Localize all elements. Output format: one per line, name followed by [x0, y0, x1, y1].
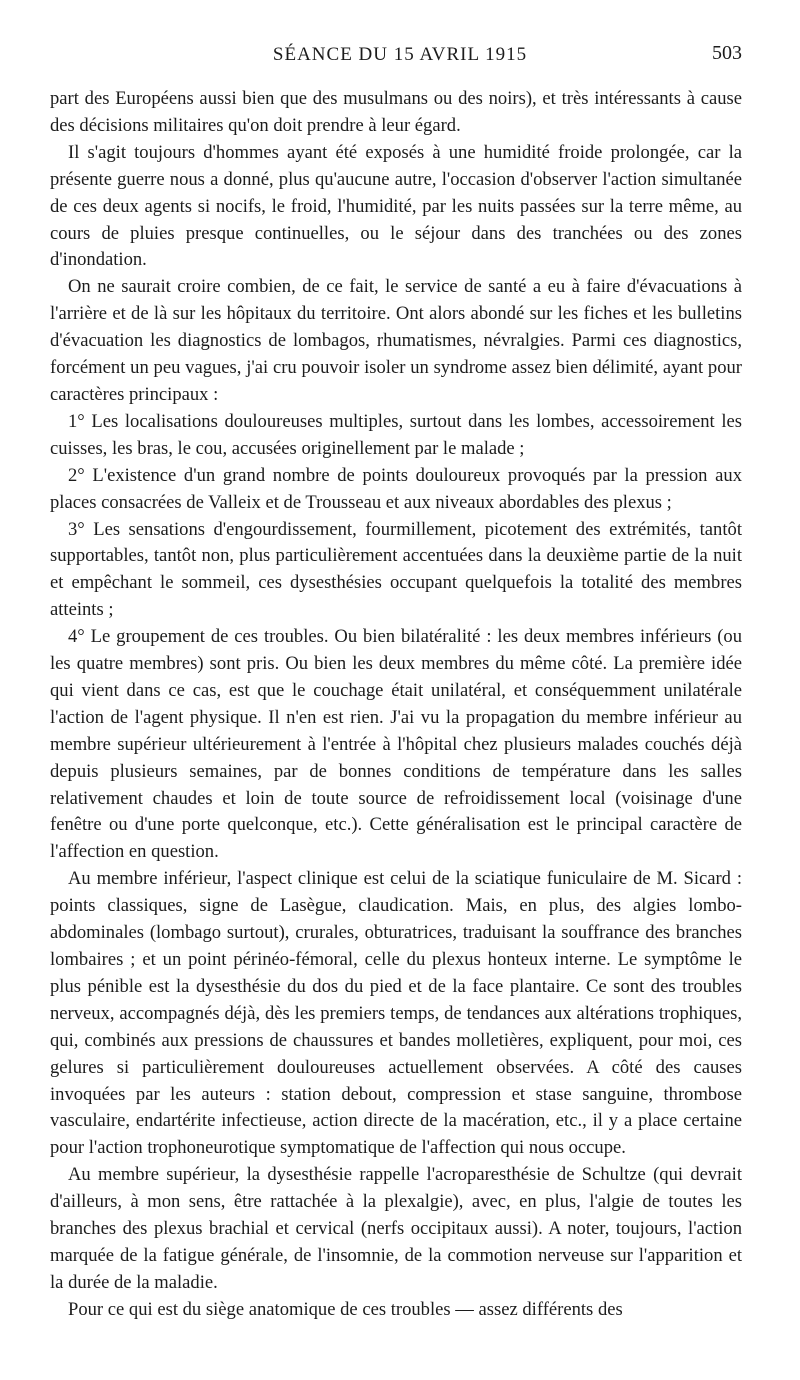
paragraph: 1° Les localisations douloureuses multiples, surtout dans les lombes, accessoirement les cuisses, les bras, le cou, accusées originellement par le malade ;	[50, 410, 742, 459]
paragraph: Au membre inférieur, l'aspect clinique est celui de la sciatique funiculaire de M. Sicard : points classiques, signe de Lasègue, claudication. Mais, en plus, des algies lombo-abdominales (lombago surtout), crurales, obturatrices, traduisant la souffrance des branches lombaires ; et un point périnéo-fémoral, celle du plexus honteux interne. Le symptôme le plus pénible est la dysesthésie du dos du pied et de la face plantaire. Ce sont des troubles nerveux, accompagnés déjà, dès les premiers temps, de tendances aux altérations trophiques, qui, combinés aux pressions de chaussures et bandes molletières, expliquent, pour moi, ces gelures si particulièrement douloureuses actuellement observées. A côté des causes invoquées par les auteurs : station debout, compression et stase sanguine, thrombose vasculaire, endartérite infectieuse, action directe de la macération, etc., il y a place certaine pour l'action trophoneurotique symptomatique de l'affection qui nous occupe.	[50, 868, 742, 1159]
paragraph: part des Européens aussi bien que des musulmans ou des noirs), et très intéressants à cause des décisions militaires qu'on doit prendre à leur égard.	[50, 88, 742, 136]
paragraph: Au membre supérieur, la dysesthésie rappelle l'acroparesthésie de Schultze (qui devrait d'ailleurs, à mon sens, être rattachée à la plexalgie), avec, en plus, l'algie de toutes les branches des plexus brachial et cervical (nerfs occipitaux aussi). A noter, toujours, l'action marquée de la fatigue générale, de l'insomnie, de la commotion nerveuse sur l'apparition et la durée de la maladie.	[50, 1164, 742, 1293]
paragraph: 2° L'existence d'un grand nombre de points douloureux provoqués par la pression aux places consacrées de Valleix et de Trousseau et aux niveaux abordables des plexus ;	[50, 464, 742, 513]
paragraph: Il s'agit toujours d'hommes ayant été exposés à une humidité froide prolongée, car la présente guerre nous a donné, plus qu'aucune autre, l'occasion d'observer l'action simultanée de ces deux agents si nocifs, le froid, l'humidité, par les nuits passées sur la terre même, au cours de pluies presque continuelles, ou le séjour dans des tranchées ou des zones d'inondation.	[50, 141, 742, 271]
paragraph: 4° Le groupement de ces troubles. Ou bien bilatéralité : les deux membres inférieurs (ou les quatre membres) sont pris. Ou bien les deux membres du même côté. La première idée qui vient dans ce cas, est que le couchage était unilatéral, et conséquemment unilatérale l'action de l'agent physique. Il n'en est rien. J'ai vu la propagation du membre inférieur au membre supérieur ultérieurement à l'entrée à l'hôpital chez plusieurs malades couchés déjà depuis plusieurs semaines, par de bonnes conditions de température dans les salles relativement chaudes et loin de toute source de refroidissement local (voisinage d'une fenêtre ou d'une porte quelconque, etc.). Cette généralisation est le principal caractère de l'affection en question.	[50, 626, 742, 863]
body-text	[50, 86, 742, 1324]
paragraph: 3° Les sensations d'engourdissement, fourmillement, picotement des extrémités, tantôt supportables, tantôt non, plus particulièrement accentuées dans la deuxième partie de la nuit et empêchant le sommeil, ces dysesthésies occupant quelquefois la totalité des membres atteints ;	[50, 518, 742, 621]
paragraph: Pour ce qui est du siège anatomique de ces troubles — assez différents des	[68, 1298, 623, 1320]
paragraph: On ne saurait croire combien, de ce fait, le service de santé a eu à faire d'évacuations à l'arrière et de là sur les hôpitaux du territoire. Ont alors abondé sur les fiches et les bulletins d'évacuation les diagnostics de lombagos, rhumatismes, névralgies. Parmi ces diagnostics, forcément un peu vagues, j'ai cru pouvoir isoler un syndrome assez bien délimité, ayant pour caractères principaux :	[50, 276, 742, 405]
page-number: 503	[712, 42, 742, 64]
running-title: SÉANCE DU 15 AVRIL 1915	[272, 44, 528, 65]
page-header	[0, 38, 800, 78]
